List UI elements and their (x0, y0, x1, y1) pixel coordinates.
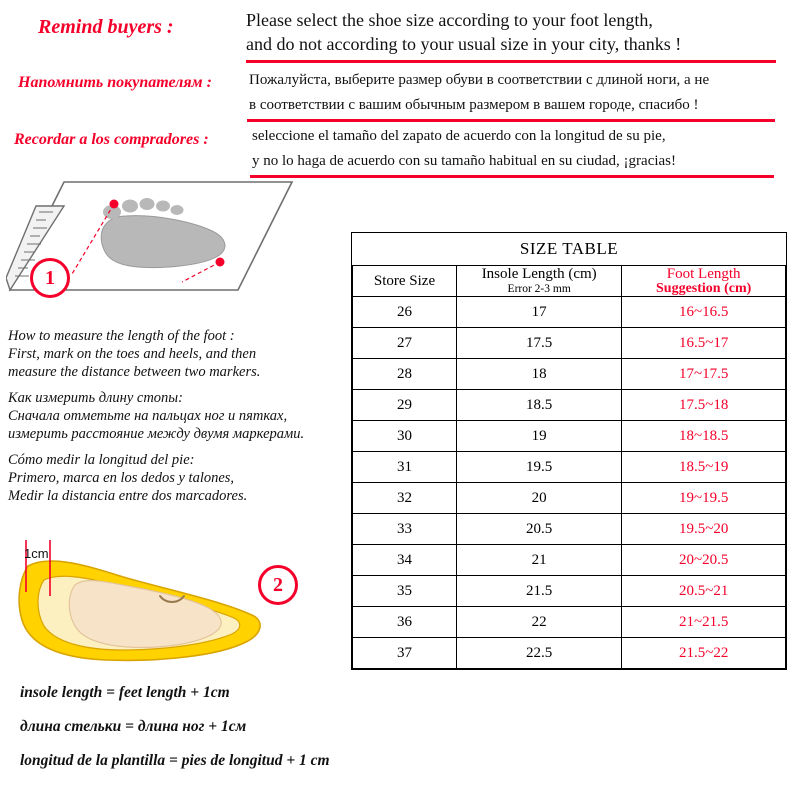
remind-text-es-line1: seleccione el tamaño del zapato de acuerdo con la longitud de su pie, (252, 128, 666, 144)
formula-en: insole length = feet length + 1cm (20, 684, 230, 701)
cell-insole-length: 19.5 (457, 452, 622, 483)
table-row (353, 607, 786, 638)
cm-gap-label: 1cm (24, 546, 49, 561)
cell-store-size: 35 (353, 576, 457, 607)
cell-foot-length: 20.5~21 (622, 576, 786, 607)
table-row (353, 452, 786, 483)
cell-insole-length: 22 (457, 607, 622, 638)
table-row (353, 483, 786, 514)
cell-insole-length: 21.5 (457, 576, 622, 607)
cell-foot-length: 20~20.5 (622, 545, 786, 576)
table-row (353, 514, 786, 545)
step-badge-1: 1 (30, 258, 70, 298)
cell-insole-length: 17.5 (457, 328, 622, 359)
remind-label-en: Remind buyers : (38, 16, 174, 38)
cell-foot-length: 18~18.5 (622, 421, 786, 452)
header-store-size: Store Size (353, 266, 457, 297)
cell-foot-length: 21~21.5 (622, 607, 786, 638)
table-row (353, 421, 786, 452)
header-insole-length-sub: Error 2-3 mm (507, 283, 571, 295)
cell-insole-length: 19 (457, 421, 622, 452)
instruction-ru: Как измерить длину стопы: Сначала отметьте на пальцах ног и пятках, измерить расстояние между двумя маркерами. (8, 390, 305, 442)
table-row (353, 359, 786, 390)
header-foot-length (622, 266, 786, 297)
cell-store-size: 27 (353, 328, 457, 359)
cell-store-size: 28 (353, 359, 457, 390)
remind-text-en-line2: and do not according to your usual size in your city, thanks ! (246, 34, 682, 54)
remind-buyers-block (0, 0, 800, 172)
formula-es: longitud de la plantilla = pies de longitud + 1 cm (20, 752, 330, 769)
cell-store-size: 31 (353, 452, 457, 483)
underline-es (250, 175, 774, 178)
remind-text-en-line1: Please select the shoe size according to your foot length, (246, 10, 653, 30)
header-foot-length-line2: Suggestion (cm) (656, 281, 752, 296)
table-row (353, 545, 786, 576)
header-insole-length (457, 266, 622, 297)
cell-store-size: 32 (353, 483, 457, 514)
cell-foot-length: 19~19.5 (622, 483, 786, 514)
table-row (353, 638, 786, 669)
cell-insole-length: 18.5 (457, 390, 622, 421)
header-foot-length-line1: Foot Length (666, 266, 741, 282)
cell-foot-length: 19.5~20 (622, 514, 786, 545)
remind-text-es-line2: y no lo haga de acuerdo con su tamaño habitual en su ciudad, ¡gracias! (252, 153, 677, 169)
size-table-title: SIZE TABLE (353, 233, 786, 266)
cell-foot-length: 18.5~19 (622, 452, 786, 483)
cell-foot-length: 16~16.5 (622, 297, 786, 328)
cell-insole-length: 21 (457, 545, 622, 576)
remind-text-ru-line1: Пожалуйста, выберите размер обуви в соответствии с длиной ноги, а не (249, 72, 710, 88)
cell-insole-length: 22.5 (457, 638, 622, 669)
table-row (353, 297, 786, 328)
cell-store-size: 37 (353, 638, 457, 669)
step-badge-2: 2 (258, 565, 298, 605)
cell-foot-length: 17.5~18 (622, 390, 786, 421)
remind-label-es: Recordar a los compradores : (14, 131, 209, 148)
underline-en (246, 60, 776, 63)
remind-text-ru-line2: в соответствии с вашим обычным размером в вашем городе, спасибо ! (249, 97, 699, 113)
underline-ru (247, 119, 775, 122)
cell-foot-length: 16.5~17 (622, 328, 786, 359)
cell-insole-length: 17 (457, 297, 622, 328)
cell-store-size: 30 (353, 421, 457, 452)
table-row (353, 576, 786, 607)
cell-store-size: 34 (353, 545, 457, 576)
instruction-es: Cómo medir la longitud del pie: Primero, marca en los dedos y talones, Medir la distancia entre dos marcadores. (8, 452, 248, 504)
size-table (351, 232, 787, 670)
cell-foot-length: 17~17.5 (622, 359, 786, 390)
cell-foot-length: 21.5~22 (622, 638, 786, 669)
cell-insole-length: 20.5 (457, 514, 622, 545)
cell-store-size: 29 (353, 390, 457, 421)
cell-store-size: 26 (353, 297, 457, 328)
cell-insole-length: 18 (457, 359, 622, 390)
formula-ru: длина стельки = длина ног + 1см (20, 718, 247, 735)
cell-insole-length: 20 (457, 483, 622, 514)
insole-illustration (10, 530, 270, 675)
cell-store-size: 33 (353, 514, 457, 545)
header-insole-length-main: Insole Length (cm) (481, 266, 597, 282)
cell-store-size: 36 (353, 607, 457, 638)
instruction-en: How to measure the length of the foot : First, mark on the toes and heels, and then measure the distance between two markers. (8, 328, 261, 380)
table-row (353, 390, 786, 421)
remind-label-ru: Напомнить покупателям : (18, 74, 212, 91)
table-row (353, 328, 786, 359)
